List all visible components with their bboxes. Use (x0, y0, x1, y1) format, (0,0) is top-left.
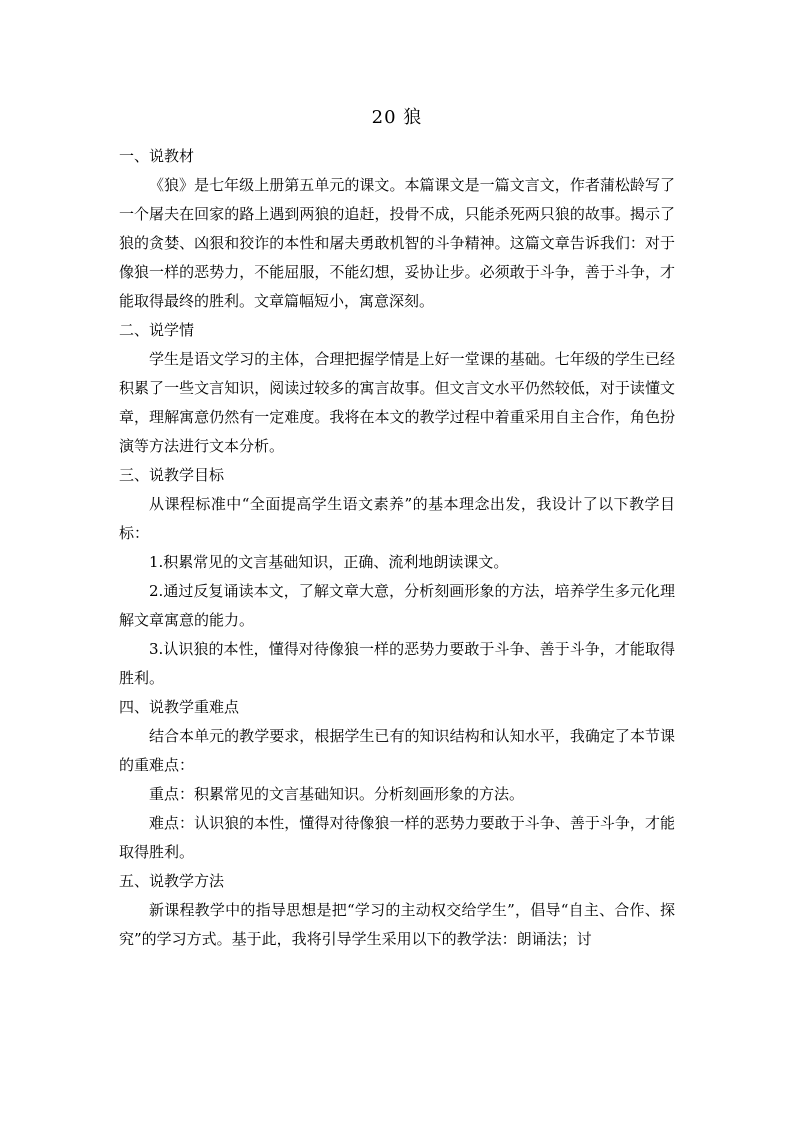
paragraph-key-points-intro: 结合本单元的教学要求，根据学生已有的知识结构和认知水平，我确定了本节课的重难点： (119, 727, 675, 774)
document-body (119, 142, 675, 954)
document-title: 20 狼 (371, 107, 423, 128)
paragraph-key-point: 重点：积累常见的文言基础知识。分析刻画形象的方法。 (149, 785, 525, 803)
paragraph-goals-intro: 从课程标准中“全面提高学生语文素养”的基本理念出发，我设计了以下教学目标： (119, 495, 675, 542)
section-heading-teaching-goals: 三、说教学目标 (119, 466, 225, 484)
paragraph-textbook-intro: 《狼》是七年级上册第五单元的课文。本篇课文是一篇文言文，作者蒲松龄写了一个屠夫在回家的路上遇到两狼的追赶，投骨不成，只能杀死两只狼的故事。揭示了狼的贪婪、凶狠和狡诈的本性和屠夫勇敢机智的斗争精神。这篇文章告诉我们：对于像狼一样的恶势力，不能屈服，不能幻想，妥协让步。必须敢于斗争，善于斗争，才能取得最终的胜利。文章篇幅短小，寓意深刻。 (119, 176, 675, 310)
section-heading-student-analysis: 二、说学情 (119, 321, 195, 339)
section-heading-key-points: 四、说教学重难点 (119, 698, 240, 716)
paragraph-teaching-methods: 新课程教学中的指导思想是把“学习的主动权交给学生”，倡导“自主、合作、探究”的学习方式。基于此，我将引导学生采用以下的教学法：朗诵法；讨 (119, 901, 675, 948)
paragraph-goal-1: 1.积累常见的文言基础知识，正确、流利地朗读课文。 (149, 553, 509, 571)
section-heading-teaching-methods: 五、说教学方法 (119, 872, 225, 890)
paragraph-difficult-point: 难点：认识狼的本性，懂得对待像狼一样的恶势力要敢于斗争、善于斗争，才能取得胜利。 (119, 814, 675, 861)
paragraph-student-analysis: 学生是语文学习的主体，合理把握学情是上好一堂课的基础。七年级的学生已经积累了一些文言知识，阅读过较多的寓言故事。但文言文水平仍然较低，对于读懂文章，理解寓意仍然有一定难度。我将在本文的教学过程中着重采用自主合作，角色扮演等方法进行文本分析。 (119, 350, 675, 455)
paragraph-goal-3: 3.认识狼的本性，懂得对待像狼一样的恶势力要敢于斗争、善于斗争，才能取得胜利。 (119, 640, 675, 687)
section-heading-textbook: 一、说教材 (119, 147, 195, 165)
paragraph-goal-2: 2.通过反复诵读本文，了解文章大意，分析刻画形象的方法，培养学生多元化理解文章寓意的能力。 (119, 582, 675, 629)
